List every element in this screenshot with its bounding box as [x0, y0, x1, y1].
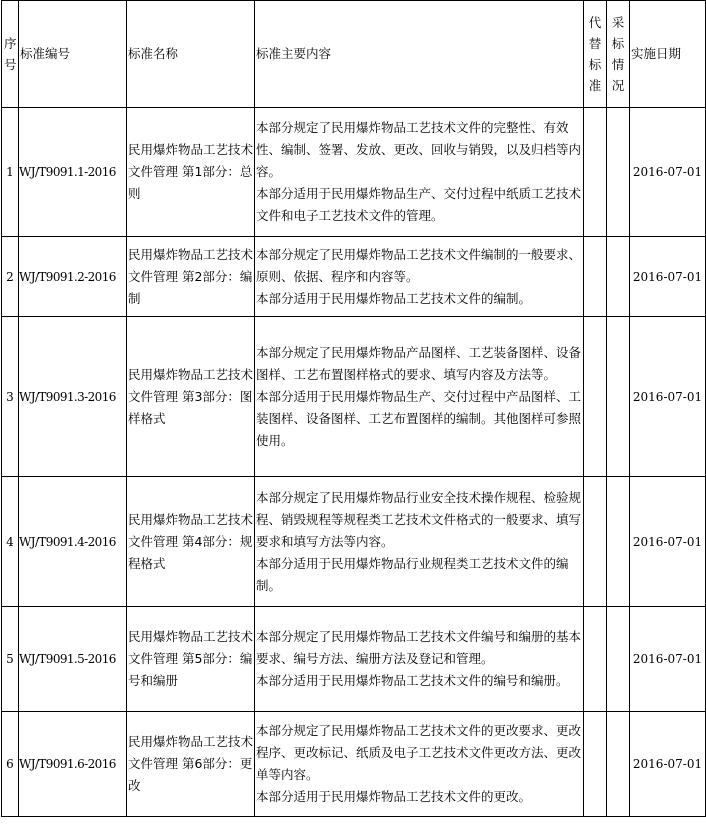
- header-date: 实施日期: [630, 1, 706, 108]
- row-content-applicability: 本部分适用于民用爆炸物品工艺技术文件的更改。: [256, 789, 532, 804]
- row-content-applicability: 本部分适用于民用爆炸物品生产、交付过程中纸质工艺技术文件和电子工艺技术文件的管理。: [256, 186, 582, 223]
- row-adopted: [607, 108, 630, 237]
- table-row: [2, 607, 706, 712]
- row-code: WJ/T9091.4-2016: [19, 477, 127, 607]
- header-adopted: 采标情况: [607, 1, 630, 108]
- row-replaced: [584, 712, 607, 817]
- row-seq: 2: [2, 237, 19, 317]
- row-code: WJ/T9091.6-2016: [19, 712, 127, 817]
- row-replaced: [584, 108, 607, 237]
- row-name: 民用爆炸物品工艺技术文件管理 第4部分：规程格式: [127, 477, 255, 607]
- row-date: 2016-07-01: [630, 712, 706, 817]
- row-seq: 6: [2, 712, 19, 817]
- row-name: 民用爆炸物品工艺技术文件管理 第5部分：编号和编册: [127, 607, 255, 712]
- row-replaced: [584, 607, 607, 712]
- header-replaced: 代替标准: [584, 1, 607, 108]
- row-seq: 5: [2, 607, 19, 712]
- row-code: WJ/T9091.2-2016: [19, 237, 127, 317]
- table-row: [2, 237, 706, 317]
- header-row: [2, 1, 706, 108]
- header-seq: 序号: [2, 1, 19, 108]
- row-code: WJ/T9091.5-2016: [19, 607, 127, 712]
- row-content-scope: 本部分规定了民用爆炸物品工艺技术文件的更改要求、更改程序、更改标记、纸质及电子工艺技术文件更改方法、更改单等内容。: [256, 723, 582, 782]
- row-content: [255, 607, 584, 712]
- row-replaced: [584, 317, 607, 477]
- row-content-applicability: 本部分适用于民用爆炸物品行业规程类工艺技术文件的编制。: [256, 555, 569, 593]
- row-code: WJ/T9091.1-2016: [19, 108, 127, 237]
- row-content: [255, 108, 584, 237]
- table-row: [2, 108, 706, 237]
- row-code: WJ/T9091.3-2016: [19, 317, 127, 477]
- row-adopted: [607, 237, 630, 317]
- row-replaced: [584, 477, 607, 607]
- row-content-scope: 本部分规定了民用爆炸物品工艺技术文件编号和编册的基本要求、编号方法、编册方法及登记和管理。: [256, 629, 582, 666]
- row-seq: 4: [2, 477, 19, 607]
- row-content: [255, 477, 584, 607]
- table-row: [2, 477, 706, 607]
- row-adopted: [607, 477, 630, 607]
- row-adopted: [607, 712, 630, 817]
- row-content-applicability: 本部分适用于民用爆炸物品工艺技术文件的编号和编册。: [256, 673, 569, 688]
- row-content-scope: 本部分规定了民用爆炸物品产品图样、工艺装备图样、设备图样、工艺布置图样格式的要求、填写内容及方法等。: [256, 344, 582, 382]
- row-date: 2016-07-01: [630, 108, 706, 237]
- row-name: 民用爆炸物品工艺技术文件管理 第1部分：总则: [127, 108, 255, 237]
- row-name: 民用爆炸物品工艺技术文件管理 第6部分：更改: [127, 712, 255, 817]
- row-name: 民用爆炸物品工艺技术文件管理 第3部分：图样格式: [127, 317, 255, 477]
- row-content-applicability: 本部分适用于民用爆炸物品生产、交付过程中产品图样、工装图样、设备图样、工艺布置图样的编制。其他图样可参照使用。: [256, 388, 582, 448]
- standards-table: [1, 0, 706, 817]
- table-row: [2, 317, 706, 477]
- row-seq: 1: [2, 108, 19, 237]
- row-date: 2016-07-01: [630, 607, 706, 712]
- row-content-scope: 本部分规定了民用爆炸物品工艺技术文件的完整性、有效性、编制、签署、发放、更改、回收与销毁，以及归档等内容。: [256, 120, 582, 179]
- table-row: [2, 712, 706, 817]
- row-adopted: [607, 317, 630, 477]
- row-adopted: [607, 607, 630, 712]
- header-code: 标准编号: [19, 1, 127, 108]
- row-name: 民用爆炸物品工艺技术文件管理 第2部分：编制: [127, 237, 255, 317]
- row-seq: 3: [2, 317, 19, 477]
- row-date: 2016-07-01: [630, 317, 706, 477]
- row-replaced: [584, 237, 607, 317]
- row-content: [255, 317, 584, 477]
- row-content-applicability: 本部分适用于民用爆炸物品工艺技术文件的编制。: [256, 290, 532, 306]
- header-content: 标准主要内容: [255, 1, 584, 108]
- row-date: 2016-07-01: [630, 237, 706, 317]
- row-content: [255, 237, 584, 317]
- header-name: 标准名称: [127, 1, 255, 108]
- row-content-scope: 本部分规定了民用爆炸物品工艺技术文件编制的一般要求、原则、依据、程序和内容等。: [256, 246, 582, 284]
- row-content-scope: 本部分规定了民用爆炸物品行业安全技术操作规程、检验规程、销毁规程等规程类工艺技术文件格式的一般要求、填写要求和填写方法等内容。: [256, 489, 582, 549]
- row-content: [255, 712, 584, 817]
- row-date: 2016-07-01: [630, 477, 706, 607]
